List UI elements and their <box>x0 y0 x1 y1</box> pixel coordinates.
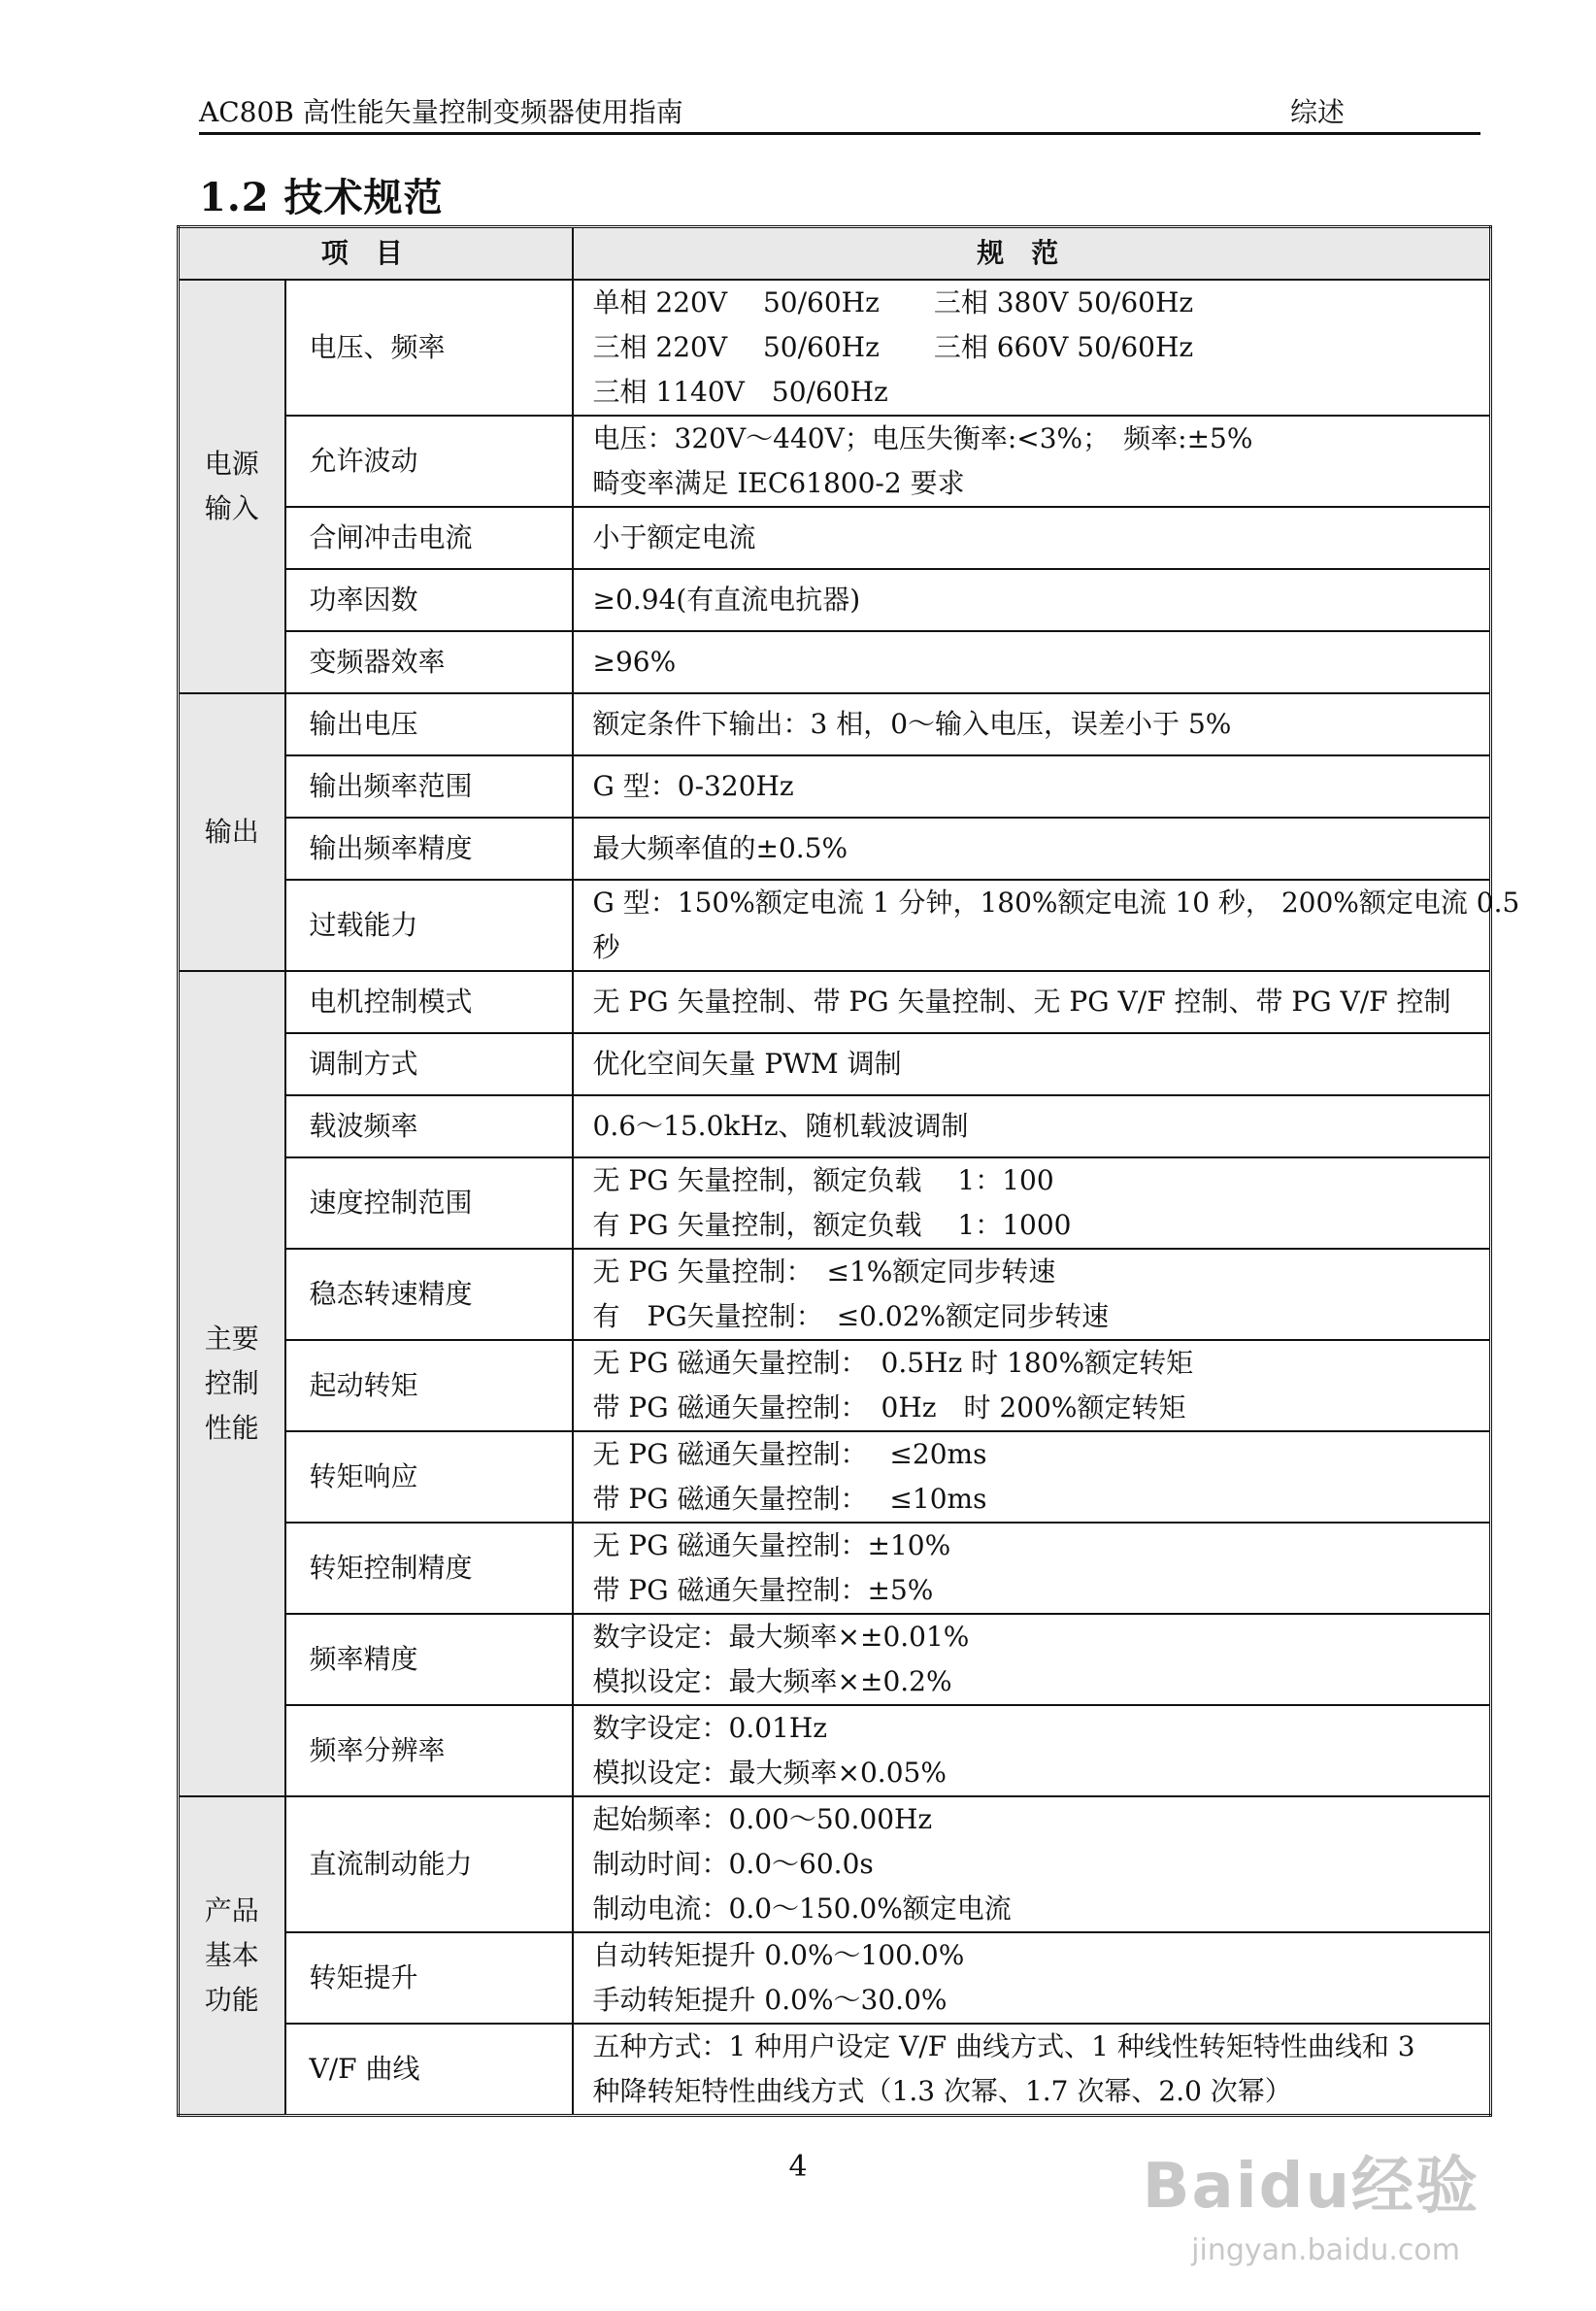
spec-cell <box>573 971 1491 1033</box>
watermark-logo: Baidu经验 <box>1142 2151 1480 2223</box>
item-cell: 功率因数 <box>285 569 573 631</box>
category-label: 性能 <box>204 1412 259 1444</box>
table-row <box>179 1340 1491 1431</box>
category-cell <box>179 693 285 971</box>
spec-table <box>177 225 1520 2117</box>
category-label: 输出 <box>204 816 259 848</box>
item-cell: 调制方式 <box>285 1033 573 1095</box>
spec-line: 无 PG 磁通矢量控制： 0.5Hz 时 180%额定转矩 <box>592 1347 1194 1379</box>
table-row <box>179 693 1491 755</box>
spec-line: 无 PG 矢量控制： ≤1%额定同步转速 <box>592 1256 1056 1288</box>
page-header <box>199 89 1480 135</box>
category-cell <box>179 1796 285 2116</box>
item-cell: 转矩提升 <box>285 1932 573 2024</box>
spec-line: 有 PG 矢量控制，额定负载 1：1000 <box>592 1209 1072 1241</box>
item-cell: 速度控制范围 <box>285 1157 573 1249</box>
spec-cell <box>573 2024 1491 2116</box>
spec-line: 五种方式：1 种用户设定 V/F 曲线方式、1 种线性转矩特性曲线和 3 <box>592 2030 1415 2062</box>
table-row <box>179 569 1491 631</box>
spec-line: 无 PG 矢量控制、带 PG 矢量控制、无 PG V/F 控制、带 PG V/F 控制 <box>592 986 1451 1018</box>
spec-line: 制动时间：0.0～60.0s <box>592 1848 874 1880</box>
spec-line: 无 PG 磁通矢量控制： ≤20ms <box>592 1438 987 1470</box>
chapter-name: 综述 <box>1289 96 1345 128</box>
spec-cell <box>573 631 1491 693</box>
item-cell: 合闸冲击电流 <box>285 507 573 569</box>
table-header-row <box>179 227 1491 281</box>
spec-cell <box>573 1157 1491 1249</box>
item-cell: 频率分辨率 <box>285 1705 573 1796</box>
item-cell: 频率精度 <box>285 1614 573 1705</box>
spec-line: 模拟设定：最大频率×±0.2% <box>592 1665 952 1697</box>
table-row <box>179 818 1491 880</box>
spec-cell <box>573 1340 1491 1431</box>
table-row <box>179 1095 1491 1157</box>
item-cell: 转矩响应 <box>285 1431 573 1523</box>
category-cell <box>179 280 285 693</box>
spec-cell <box>573 1095 1491 1157</box>
spec-line: G 型：0-320Hz <box>592 770 794 802</box>
spec-cell <box>573 1249 1491 1340</box>
spec-line: 电压：320V～440V；电压失衡率:<3%； 频率:±5% <box>592 422 1253 454</box>
watermark-url: jingyan.baidu.com <box>1191 2233 1460 2267</box>
item-cell: 输出电压 <box>285 693 573 755</box>
spec-cell <box>573 755 1491 818</box>
spec-line: 数字设定：最大频率×±0.01% <box>592 1621 970 1653</box>
spec-cell <box>573 1431 1491 1523</box>
item-cell: 电机控制模式 <box>285 971 573 1033</box>
header-item: 项目 <box>179 227 573 281</box>
spec-line: 优化空间矢量 PWM 调制 <box>592 1048 902 1080</box>
spec-cell <box>573 1796 1491 1932</box>
table-row <box>179 416 1491 507</box>
spec-line: ≥96% <box>592 646 677 678</box>
spec-cell <box>573 818 1491 880</box>
spec-line: 带 PG 磁通矢量控制： 0Hz 时 200%额定转矩 <box>592 1391 1186 1423</box>
spec-line: 模拟设定：最大频率×0.05% <box>592 1757 947 1789</box>
spec-line: 有 PG矢量控制： ≤0.02%额定同步转速 <box>592 1300 1110 1332</box>
spec-cell <box>573 1932 1491 2024</box>
spec-line: 无 PG 矢量控制，额定负载 1：100 <box>592 1164 1054 1196</box>
table-row <box>179 280 1491 416</box>
table-row <box>179 971 1491 1033</box>
table-row <box>179 1932 1491 2024</box>
item-cell: 允许波动 <box>285 416 573 507</box>
category-label: 控制 <box>204 1367 259 1399</box>
table-row <box>179 631 1491 693</box>
spec-line: 无 PG 磁通矢量控制：±10% <box>592 1529 951 1561</box>
spec-cell <box>573 1705 1491 1796</box>
spec-line: 秒 <box>592 931 620 963</box>
category-label: 输入 <box>204 492 259 524</box>
item-cell: 稳态转速精度 <box>285 1249 573 1340</box>
item-cell: 起动转矩 <box>285 1340 573 1431</box>
spec-table-body <box>179 280 1520 2116</box>
spec-line: 手动转矩提升 0.0%～30.0% <box>592 1984 948 2016</box>
table-row <box>179 1523 1491 1614</box>
table-row <box>179 1249 1491 1340</box>
item-cell: 过载能力 <box>285 880 573 971</box>
page-number: 4 <box>788 2150 808 2184</box>
spec-cell <box>573 693 1491 755</box>
spec-line: 畸变率满足 IEC61800-2 要求 <box>592 467 965 499</box>
category-cell <box>179 971 285 1796</box>
spec-line: 自动转矩提升 0.0%～100.0% <box>592 1939 965 1971</box>
item-cell: V/F 曲线 <box>285 2024 573 2116</box>
spec-cell <box>573 1033 1491 1095</box>
category-label: 功能 <box>204 1984 259 2016</box>
section-title: 1.2 技术规范 <box>199 175 444 220</box>
item-cell: 载波频率 <box>285 1095 573 1157</box>
table-row <box>179 2024 1491 2116</box>
table-row <box>179 755 1491 818</box>
watermark <box>1130 2136 1480 2282</box>
spec-line: 额定条件下输出：3 相，0～输入电压，误差小于 5% <box>592 708 1232 740</box>
header-spec: 规范 <box>573 227 1491 281</box>
table-row <box>179 1157 1491 1249</box>
spec-line: 种降转矩特性曲线方式（1.3 次幂、1.7 次幂、2.0 次幂） <box>592 2075 1292 2107</box>
spec-line: 带 PG 磁通矢量控制：±5% <box>592 1574 934 1606</box>
spec-line: 三相 1140V 50/60Hz <box>592 376 888 408</box>
spec-line: 带 PG 磁通矢量控制： ≤10ms <box>592 1483 987 1515</box>
spec-line: 三相 220V 50/60Hz 三相 660V 50/60Hz <box>592 331 1194 363</box>
spec-line: 小于额定电流 <box>592 521 756 553</box>
table-row <box>179 507 1491 569</box>
table-row <box>179 1033 1491 1095</box>
category-label: 主要 <box>204 1323 259 1355</box>
item-cell: 电压、频率 <box>285 280 573 416</box>
document-title: AC80B 高性能矢量控制变频器使用指南 <box>199 96 683 128</box>
category-label: 基本 <box>204 1939 259 1971</box>
spec-cell <box>573 1523 1491 1614</box>
spec-line: 数字设定：0.01Hz <box>592 1712 828 1744</box>
spec-line: G 型：150%额定电流 1 分钟，180%额定电流 10 秒， 200%额定电流 0.5 <box>592 887 1520 919</box>
category-label: 产品 <box>204 1894 259 1926</box>
item-cell: 变频器效率 <box>285 631 573 693</box>
spec-line: 起始频率：0.00～50.00Hz <box>592 1803 933 1835</box>
table-row <box>179 880 1491 971</box>
spec-line: 制动电流：0.0～150.0%额定电流 <box>592 1892 1012 1925</box>
spec-line: ≥0.94(有直流电抗器) <box>592 584 861 616</box>
category-label: 电源 <box>204 448 259 480</box>
item-cell: 输出频率精度 <box>285 818 573 880</box>
spec-cell <box>573 416 1491 507</box>
spec-cell <box>573 1614 1491 1705</box>
table-row <box>179 1614 1491 1705</box>
table-row <box>179 1431 1491 1523</box>
spec-cell <box>573 280 1491 416</box>
spec-line: 0.6～15.0kHz、随机载波调制 <box>592 1110 969 1142</box>
spec-line: 最大频率值的±0.5% <box>592 832 848 864</box>
spec-cell <box>573 569 1491 631</box>
table-row <box>179 1796 1491 1932</box>
item-cell: 直流制动能力 <box>285 1796 573 1932</box>
item-cell: 转矩控制精度 <box>285 1523 573 1614</box>
spec-cell <box>573 507 1491 569</box>
item-cell: 输出频率范围 <box>285 755 573 818</box>
spec-line: 单相 220V 50/60Hz 三相 380V 50/60Hz <box>592 286 1194 318</box>
spec-cell <box>573 880 1520 971</box>
table-row <box>179 1705 1491 1796</box>
